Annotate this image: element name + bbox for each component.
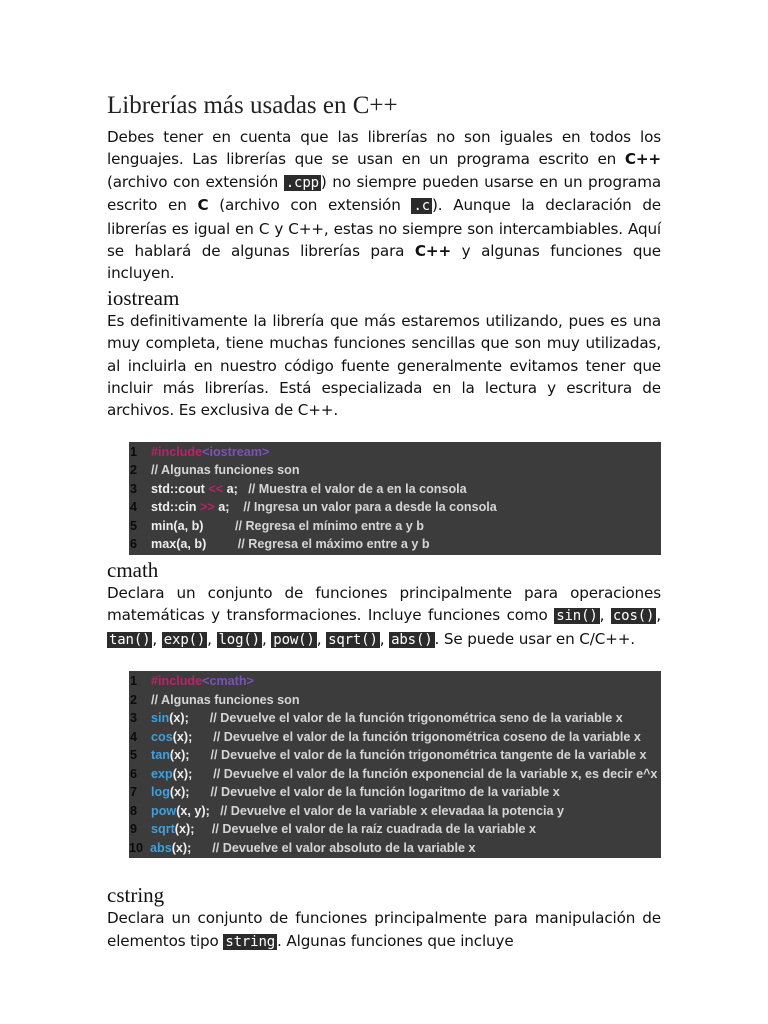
list-separator: , (379, 629, 390, 648)
cstring-paragraph (107, 907, 661, 953)
inline-code-function: tan() (109, 631, 151, 648)
code-line (129, 839, 661, 858)
inline-code-function: abs() (391, 631, 433, 648)
line-number: 3 (130, 481, 138, 496)
code-comment: // Devuelve el valor de la variable x elevadaa la potencia y (220, 803, 564, 818)
cmath-text-2: . Se puede usar en C/C++. (434, 629, 635, 648)
code-text: (x); (169, 711, 210, 726)
cmath-paragraph (107, 582, 661, 651)
code-line (129, 709, 661, 728)
code-keyword: #include (151, 444, 203, 459)
code-comment: // Devuelve el valor de la función logaritmo de la variable x (210, 785, 560, 800)
line-number: 4 (130, 500, 138, 515)
code-line (129, 783, 661, 802)
list-separator: , (152, 629, 162, 648)
inline-code-c: .c (413, 198, 430, 215)
line-number: 7 (130, 785, 138, 800)
code-comment: // Devuelve el valor absoluto de la variable x (212, 840, 476, 855)
line-number: 3 (130, 711, 138, 726)
line-number: 10 (129, 840, 144, 855)
inline-code-function: sqrt() (328, 631, 378, 648)
intro-bold-cpp: C++ (624, 150, 661, 169)
code-line (129, 672, 661, 691)
code-block-cmath (129, 671, 661, 858)
code-line (129, 443, 661, 462)
code-comment: // Muestra el valor de a en la consola (248, 481, 467, 496)
page-title: Librerías más usadas en C++ (107, 92, 398, 119)
section-heading-cmath: cmath (107, 557, 159, 582)
code-comment: // Devuelve el valor de la raíz cuadrada de la variable x (211, 822, 536, 837)
code-line (129, 802, 661, 821)
line-number: 5 (130, 748, 138, 763)
inline-code-cpp: .cpp (285, 174, 319, 191)
code-text: (x); (172, 766, 214, 781)
intro-bold-c: C (197, 196, 209, 215)
inline-code-function: sin() (556, 608, 598, 625)
code-line (129, 691, 661, 710)
line-number: 2 (130, 463, 138, 478)
intro-paragraph (107, 126, 661, 285)
code-operator: >> (199, 500, 215, 515)
intro-text-2: (archivo con extensión (107, 172, 284, 191)
section-heading-iostream: iostream (107, 285, 180, 310)
code-line (129, 765, 661, 784)
line-number: 5 (130, 518, 138, 533)
intro-text-3: ) no siempre pueden usarse en un programa escrito en (107, 172, 661, 215)
code-text: std::cin (151, 500, 200, 515)
inline-code-function: pow() (273, 631, 315, 648)
code-text: (x); (171, 840, 213, 855)
code-line (129, 820, 661, 839)
code-line (129, 480, 661, 499)
intro-text-4: (archivo con extensión (208, 196, 412, 215)
line-number: 9 (130, 822, 138, 837)
inline-code-string: string (225, 933, 276, 950)
list-separator: , (207, 629, 217, 648)
line-number: 2 (130, 692, 138, 707)
intro-text-1: Debes tener en cuenta que las librerías no son iguales en todos los lenguajes. Las librerías que se usan en un programa escrito en (107, 128, 661, 169)
line-number: 1 (130, 444, 138, 459)
code-line (129, 535, 661, 554)
line-number: 1 (130, 674, 138, 689)
code-comment: // Algunas funciones son (151, 692, 300, 707)
document-page (107, 90, 661, 953)
line-number: 6 (130, 766, 138, 781)
list-separator: , (261, 629, 272, 648)
code-text: (x); (169, 748, 211, 763)
code-block-iostream (129, 442, 661, 555)
code-function-name: abs (150, 840, 172, 855)
code-text: (x); (172, 729, 214, 744)
code-function-name: tan (151, 748, 170, 763)
code-header-name: <iostream> (202, 444, 270, 459)
list-separator: , (599, 606, 611, 625)
inline-code-function: cos() (612, 608, 655, 625)
code-comment: // Regresa el mínimo entre a y b (234, 518, 424, 533)
code-text: a; (214, 500, 244, 515)
cstring-text-2: . Algunas funciones que incluye (277, 931, 514, 950)
code-text: (x, y); (176, 803, 221, 818)
iostream-paragraph: Es definitivamente la librería que más estaremos utilizando, pues es una muy completa, tiene muchas funciones sencillas que son muy utilizadas, al incluirla en nuestro código fuente generalmente evitamos tener que incluir más librerías. Está especializada en la lectura y escritura de archivos. Es exclusiva de C++. (107, 311, 661, 420)
section-heading-cstring: cstring (107, 883, 165, 908)
code-function-name: cos (151, 729, 173, 744)
code-comment: // Devuelve el valor de la función trigonométrica seno de la variable x (209, 711, 623, 726)
cstring-text-1: Declara un conjunto de funciones principalmente para manipulación de elementos tipo (107, 909, 661, 950)
code-line (129, 461, 661, 480)
code-text: std::cout (151, 481, 209, 496)
cmath-text-1: Declara un conjunto de funciones principalmente para operaciones matemáticas y transformaciones. Incluye funciones como (107, 583, 661, 625)
code-comment: // Devuelve el valor de la función trigonométrica coseno de la variable x (213, 729, 641, 744)
code-function-name: pow (151, 803, 177, 818)
code-text: (x); (169, 785, 211, 800)
line-number: 6 (130, 537, 138, 552)
code-comment: // Devuelve el valor de la función exponencial de la variable x, es decir e^x (213, 766, 658, 781)
code-function-name: sin (151, 711, 170, 726)
code-keyword: #include (151, 674, 203, 689)
inline-code-function: exp() (163, 631, 206, 648)
list-separator: , (656, 606, 661, 625)
code-comment: // Devuelve el valor de la función trigonométrica tangente de la variable x (210, 748, 647, 763)
inline-code-function: log() (218, 631, 260, 648)
code-line (129, 498, 661, 517)
code-text: (x); (174, 822, 212, 837)
code-function-name: log (151, 785, 170, 800)
code-operator: << (208, 481, 224, 496)
intro-text-5: ). Aunque la declaración de librerías es igual en C y C++, estas no siempre son intercambiables. Aquí se hablará de algunas librerías para (107, 196, 661, 261)
intro-text-6: y algunas funciones que incluyen. (107, 242, 661, 283)
code-function-name: sqrt (151, 822, 175, 837)
code-text: a; (223, 481, 249, 496)
code-comment: // Algunas funciones son (151, 463, 300, 478)
code-comment: // Regresa el máximo entre a y b (237, 537, 430, 552)
line-number: 4 (130, 729, 138, 744)
line-number: 8 (130, 803, 138, 818)
code-line (129, 746, 661, 765)
intro-bold-cpp-2: C++ (414, 242, 452, 261)
code-function-name: exp (151, 766, 173, 781)
code-text: max(a, b) (151, 537, 238, 552)
list-separator: , (316, 629, 327, 648)
code-line (129, 728, 661, 747)
code-header-name: <cmath> (202, 674, 254, 689)
code-text: min(a, b) (151, 518, 235, 533)
code-line (129, 517, 661, 536)
code-comment: // Ingresa un valor para a desde la consola (243, 500, 497, 515)
